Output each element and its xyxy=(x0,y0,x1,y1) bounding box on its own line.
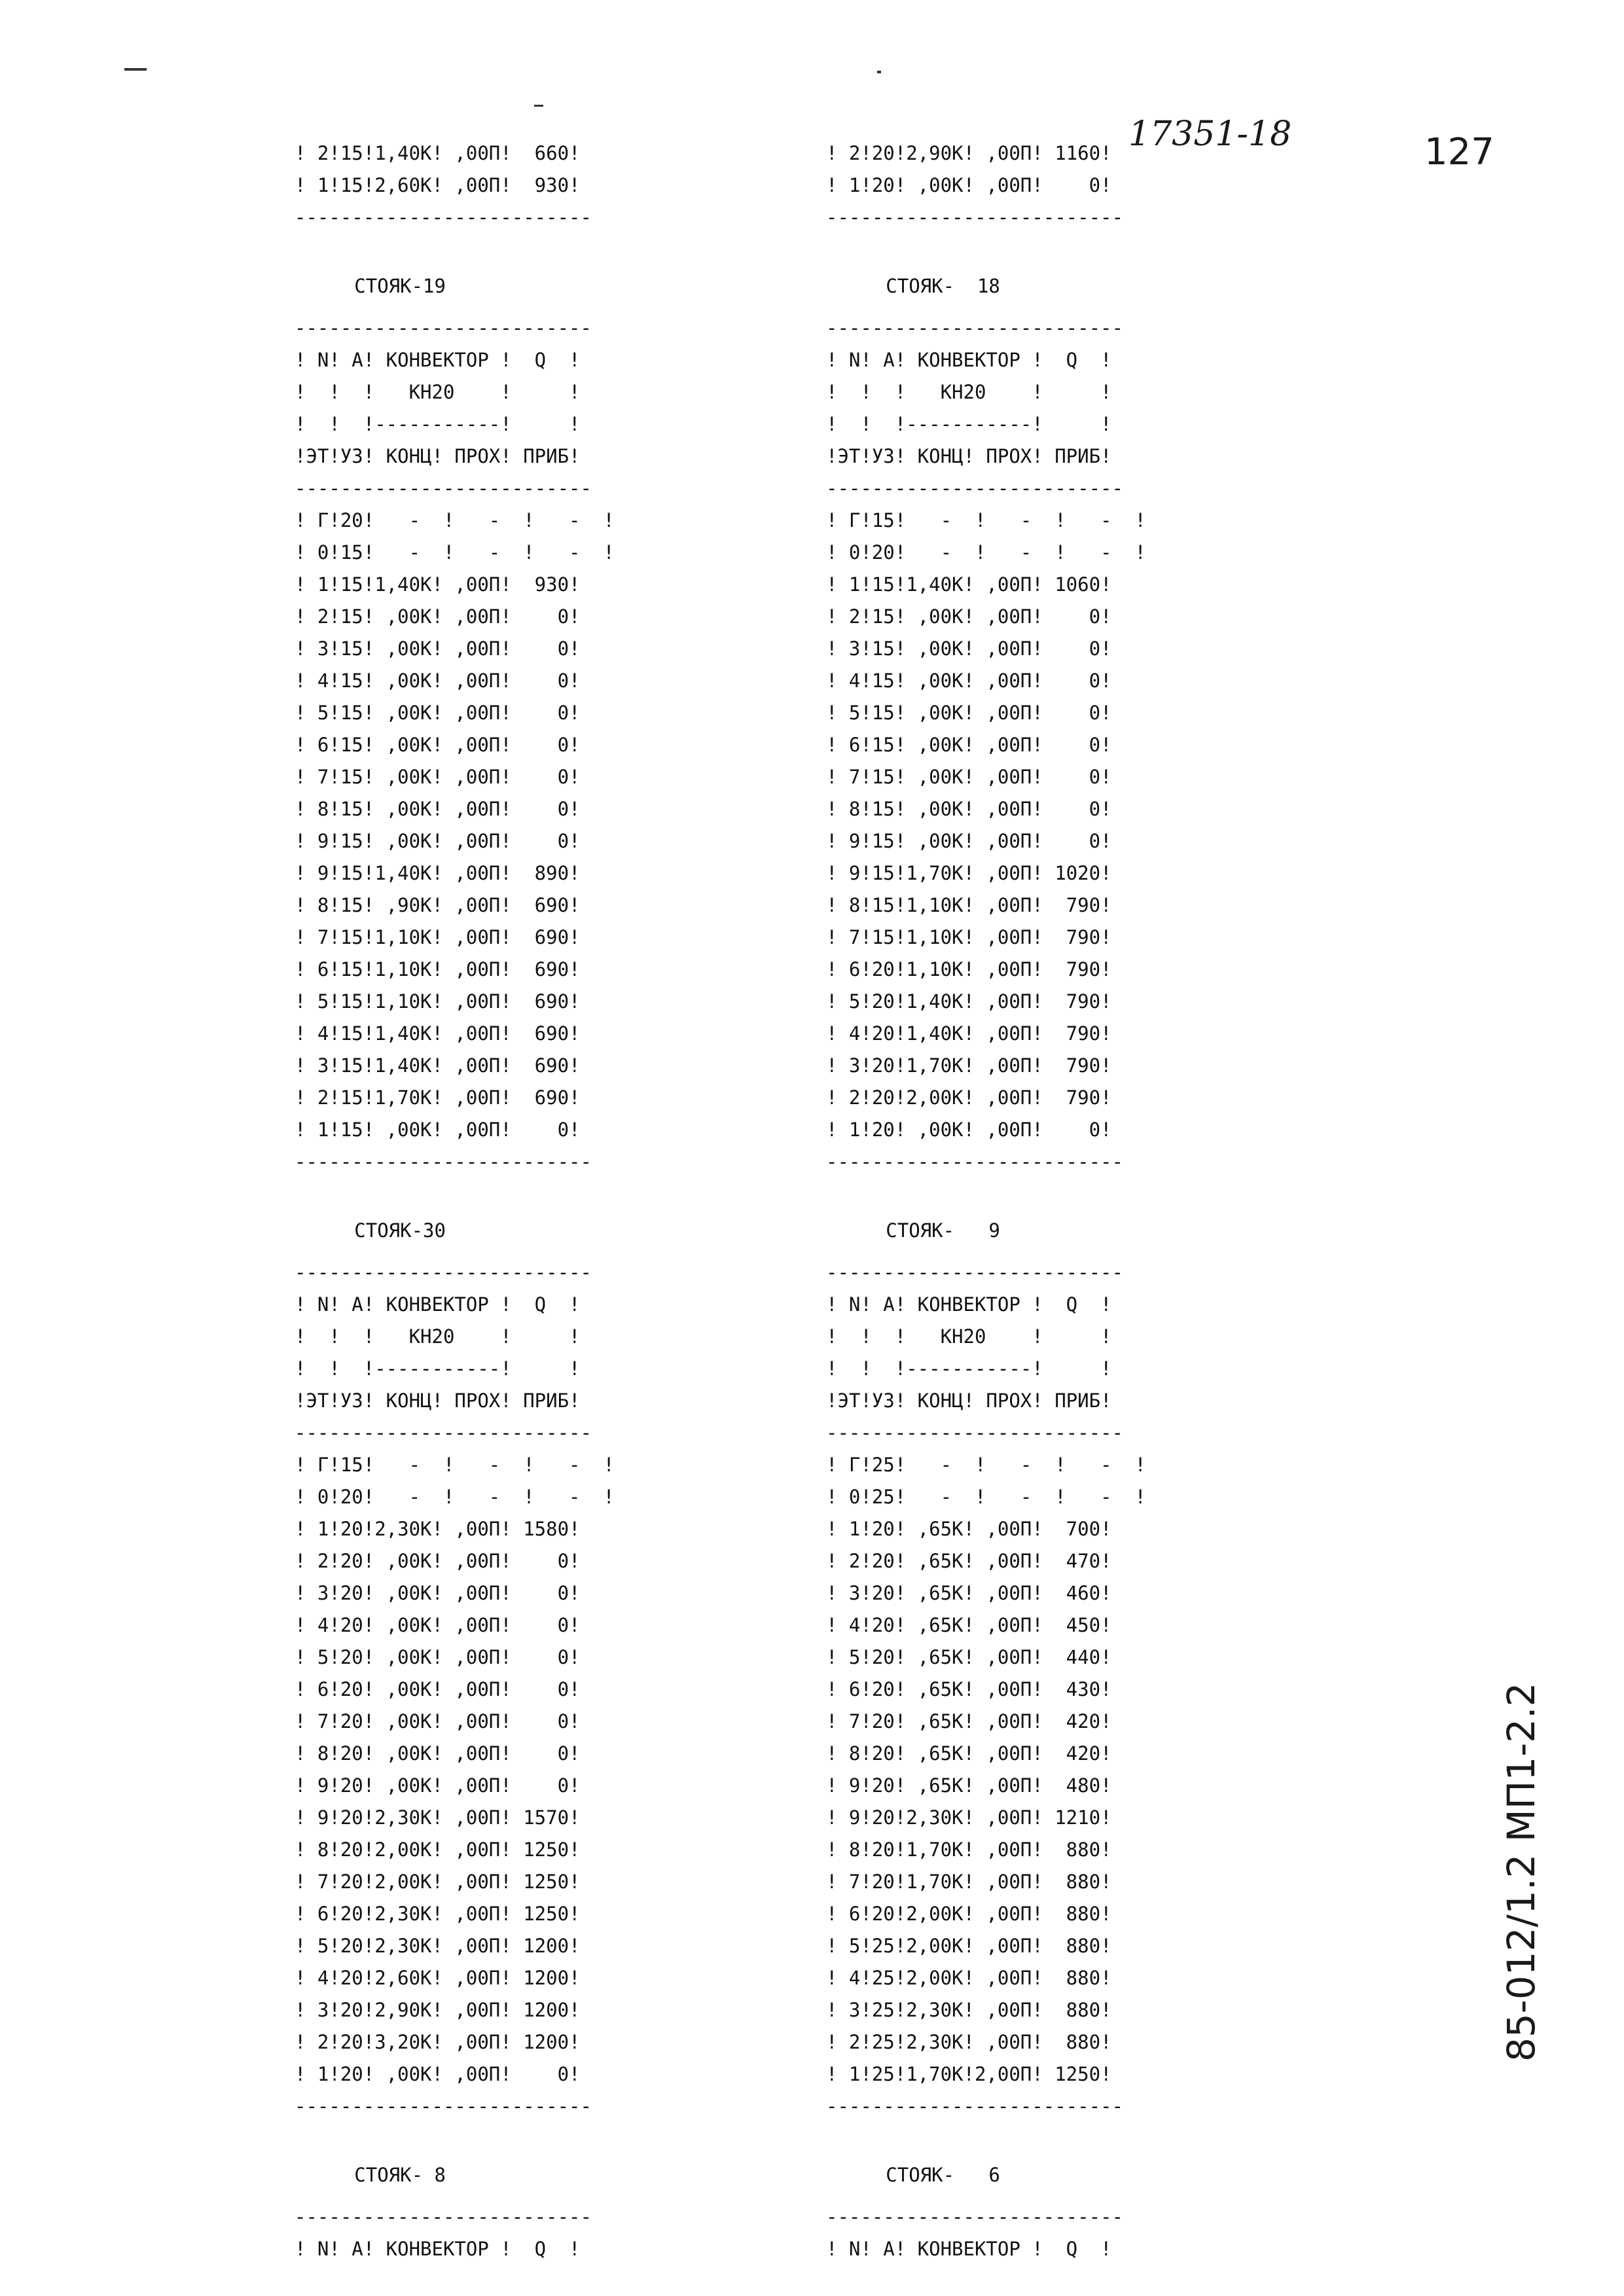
table-row: ! 4!20! ,00К! ,00П! 0! xyxy=(295,1614,581,1636)
table-row: ! 1!15!2,60К! ,00П! 930! xyxy=(295,174,581,196)
page-number: 127 xyxy=(1424,131,1494,173)
riser-table xyxy=(295,2123,615,2265)
left-column xyxy=(295,137,615,2265)
table-row: ! 9!20! ,00К! ,00П! 0! xyxy=(295,1774,581,1797)
table-header-line: ! N! А! КОНВЕКТОР ! Q ! xyxy=(295,2238,581,2260)
table-row: ! 5!15! ,00К! ,00П! 0! xyxy=(295,702,581,724)
block-spacer xyxy=(295,234,615,253)
continuation-block xyxy=(295,137,615,234)
table-row: ! 0!20! - ! - ! - ! xyxy=(295,1486,615,1508)
table-rule: -------------------------- xyxy=(826,2095,1123,2117)
table-row: ! 8!15! ,90К! ,00П! 690! xyxy=(295,894,581,916)
table-row: ! 3!15! ,00К! ,00П! 0! xyxy=(826,637,1112,660)
table-header-line: ! N! А! КОНВЕКТОР ! Q ! xyxy=(826,349,1112,371)
table-rule: -------------------------- xyxy=(295,2206,592,2228)
table-row: ! 8!15! ,00К! ,00П! 0! xyxy=(826,798,1112,820)
table-row: ! 6!20!2,00К! ,00П! 880! xyxy=(826,1903,1112,1925)
table-row: ! 4!15! ,00К! ,00П! 0! xyxy=(295,670,581,692)
table-rule: -------------------------- xyxy=(295,477,592,499)
table-row: ! 5!20! ,00К! ,00П! 0! xyxy=(295,1646,581,1668)
table-row: ! 4!20!1,40К! ,00П! 790! xyxy=(826,1022,1112,1045)
table-row: ! 6!20!1,10К! ,00П! 790! xyxy=(826,958,1112,980)
table-row: ! 3!20!2,90К! ,00П! 1200! xyxy=(295,1999,581,2021)
document-code: 17351-18 xyxy=(1128,115,1292,154)
scan-mark-top-left xyxy=(124,68,147,71)
table-title: СТОЯК-30 xyxy=(297,1219,446,1242)
table-row: ! Г!15! - ! - ! - ! xyxy=(295,1454,615,1476)
table-row: ! 7!20! ,00К! ,00П! 0! xyxy=(295,1710,581,1732)
table-header-line: !ЭТ!УЗ! КОНЦ! ПРОХ! ПРИБ! xyxy=(295,445,581,467)
table-header-line: ! N! А! КОНВЕКТОР ! Q ! xyxy=(295,1293,581,1316)
table-row: ! 3!20! ,65К! ,00П! 460! xyxy=(826,1582,1112,1604)
table-header-line: ! ! !-----------! ! xyxy=(826,1357,1112,1380)
table-row: ! 4!15! ,00К! ,00П! 0! xyxy=(826,670,1112,692)
table-header-line: ! ! !-----------! ! xyxy=(826,413,1112,435)
table-row: ! 3!20! ,00К! ,00П! 0! xyxy=(295,1582,581,1604)
table-row: ! 9!20!2,30К! ,00П! 1570! xyxy=(295,1806,581,1829)
right-column xyxy=(826,137,1146,2265)
table-rule: -------------------------- xyxy=(826,477,1123,499)
block-spacer xyxy=(826,1178,1146,1198)
table-row: ! 3!15! ,00К! ,00П! 0! xyxy=(295,637,581,660)
riser-table xyxy=(826,234,1146,1178)
table-header-line: !ЭТ!УЗ! КОНЦ! ПРОХ! ПРИБ! xyxy=(826,1390,1112,1412)
table-header-line: ! ! !-----------! ! xyxy=(295,413,581,435)
table-row: ! 6!15! ,00К! ,00П! 0! xyxy=(826,734,1112,756)
table-row: ! 4!15!1,40К! ,00П! 690! xyxy=(295,1022,581,1045)
block-spacer xyxy=(826,2123,1146,2142)
table-row: ! 5!15! ,00К! ,00П! 0! xyxy=(826,702,1112,724)
table-row: ! 8!20!1,70К! ,00П! 880! xyxy=(826,1839,1112,1861)
table-row: ! 9!20!2,30К! ,00П! 1210! xyxy=(826,1806,1112,1829)
table-row: ! 4!20! ,65К! ,00П! 450! xyxy=(826,1614,1112,1636)
table-row: ! 1!20! ,00К! ,00П! 0! xyxy=(826,1119,1112,1141)
table-row: ! 2!20!2,90К! ,00П! 1160! xyxy=(826,142,1112,164)
table-rule: -------------------------- xyxy=(295,1261,592,1283)
table-row: ! 3!15!1,40К! ,00П! 690! xyxy=(295,1054,581,1077)
table-header-line: ! ! ! КН20 ! ! xyxy=(295,381,581,403)
riser-table xyxy=(826,1178,1146,2123)
continuation-block xyxy=(826,137,1146,234)
table-row: ! 5!20!1,40К! ,00П! 790! xyxy=(826,990,1112,1013)
table-header-line: !ЭТ!УЗ! КОНЦ! ПРОХ! ПРИБ! xyxy=(826,445,1112,467)
table-header-line: ! ! ! КН20 ! ! xyxy=(826,1325,1112,1348)
riser-table xyxy=(295,1178,615,2123)
table-row: ! 7!15!1,10К! ,00П! 690! xyxy=(295,926,581,948)
table-row: ! 3!25!2,30К! ,00П! 880! xyxy=(826,1999,1112,2021)
table-row: ! 5!15!1,10К! ,00П! 690! xyxy=(295,990,581,1013)
table-row: ! 8!20! ,65К! ,00П! 420! xyxy=(826,1742,1112,1765)
table-row: ! 8!15! ,00К! ,00П! 0! xyxy=(295,798,581,820)
table-row: ! Г!20! - ! - ! - ! xyxy=(295,509,615,531)
table-row: ! 1!15!1,40К! ,00П! 930! xyxy=(295,573,581,596)
table-row: ! 2!15! ,00К! ,00П! 0! xyxy=(826,605,1112,628)
table-row: ! 7!20!2,00К! ,00П! 1250! xyxy=(295,1871,581,1893)
table-row: ! 3!20!1,70К! ,00П! 790! xyxy=(826,1054,1112,1077)
riser-table xyxy=(826,2123,1146,2265)
table-header-line: ! ! !-----------! ! xyxy=(295,1357,581,1380)
table-row: ! 2!25!2,30К! ,00П! 880! xyxy=(826,2031,1112,2053)
table-row: ! Г!15! - ! - ! - ! xyxy=(826,509,1146,531)
table-row: ! 0!15! - ! - ! - ! xyxy=(295,541,615,564)
table-row: ! 1!15!1,40К! ,00П! 1060! xyxy=(826,573,1112,596)
table-row: ! 8!20! ,00К! ,00П! 0! xyxy=(295,1742,581,1765)
table-row: ! 1!20! ,65К! ,00П! 700! xyxy=(826,1518,1112,1540)
table-row: ! 8!20!2,00К! ,00П! 1250! xyxy=(295,1839,581,1861)
table-row: ! 8!15!1,10К! ,00П! 790! xyxy=(826,894,1112,916)
table-row: ! 9!15!1,70К! ,00П! 1020! xyxy=(826,862,1112,884)
table-row: ! 2!20! ,65К! ,00П! 470! xyxy=(826,1550,1112,1572)
block-spacer xyxy=(295,1178,615,1198)
table-row: ! 1!20! ,00К! ,00П! 0! xyxy=(826,174,1112,196)
table-row: ! 7!15! ,00К! ,00П! 0! xyxy=(826,766,1112,788)
table-row: ! 7!15!1,10К! ,00П! 790! xyxy=(826,926,1112,948)
table-row: ! 7!20!1,70К! ,00П! 880! xyxy=(826,1871,1112,1893)
table-row: ! 5!20! ,65К! ,00П! 440! xyxy=(826,1646,1112,1668)
table-rule: -------------------------- xyxy=(295,1151,592,1173)
table-row: ! 5!20!2,30К! ,00П! 1200! xyxy=(295,1935,581,1957)
table-row: ! 4!20!2,60К! ,00П! 1200! xyxy=(295,1967,581,1989)
table-row: ! 1!25!1,70К!2,00П! 1250! xyxy=(826,2063,1112,2085)
table-header-line: ! N! А! КОНВЕКТОР ! Q ! xyxy=(826,2238,1112,2260)
table-rule: -------------------------- xyxy=(826,317,1123,339)
table-row: ! 0!25! - ! - ! - ! xyxy=(826,1486,1146,1508)
table-row: ! 6!15! ,00К! ,00П! 0! xyxy=(295,734,581,756)
table-row: ! 5!25!2,00К! ,00П! 880! xyxy=(826,1935,1112,1957)
table-row: ! 2!15! ,00К! ,00П! 0! xyxy=(295,605,581,628)
table-row: ! Г!25! - ! - ! - ! xyxy=(826,1454,1146,1476)
table-rule: -------------------------- xyxy=(826,1151,1123,1173)
table-title: СТОЯК- 8 xyxy=(297,2164,446,2186)
table-header-line: ! N! А! КОНВЕКТОР ! Q ! xyxy=(826,1293,1112,1316)
table-header-line: ! N! А! КОНВЕКТОР ! Q ! xyxy=(295,349,581,371)
table-title: СТОЯК- 9 xyxy=(829,1219,1000,1242)
table-rule: -------------------------- xyxy=(295,2095,592,2117)
table-row: ! 9!15!1,40К! ,00П! 890! xyxy=(295,862,581,884)
block-spacer xyxy=(826,234,1146,253)
table-row: ! 1!20! ,00К! ,00П! 0! xyxy=(295,2063,581,2085)
table-row: ! 0!20! - ! - ! - ! xyxy=(826,541,1146,564)
table-row: ! 7!20! ,65К! ,00П! 420! xyxy=(826,1710,1112,1732)
table-row: ! 9!20! ,65К! ,00П! 480! xyxy=(826,1774,1112,1797)
table-rule: -------------------------- xyxy=(826,1261,1123,1283)
block-spacer xyxy=(295,2123,615,2142)
table-row: ! 6!15!1,10К! ,00П! 690! xyxy=(295,958,581,980)
table-row: ! 9!15! ,00К! ,00П! 0! xyxy=(826,830,1112,852)
scan-mark-top-tick xyxy=(534,105,543,107)
table-rule: -------------------------- xyxy=(826,2206,1123,2228)
table-row: ! 2!15!1,70К! ,00П! 690! xyxy=(295,1086,581,1109)
table-row: ! 7!15! ,00К! ,00П! 0! xyxy=(295,766,581,788)
table-row: ! 1!15! ,00К! ,00П! 0! xyxy=(295,1119,581,1141)
table-header-line: !ЭТ!УЗ! КОНЦ! ПРОХ! ПРИБ! xyxy=(295,1390,581,1412)
table-title: СТОЯК- 6 xyxy=(829,2164,1000,2186)
table-rule: -------------------------- xyxy=(826,206,1123,228)
table-row: ! 9!15! ,00К! ,00П! 0! xyxy=(295,830,581,852)
table-rule: -------------------------- xyxy=(295,1422,592,1444)
table-rule: -------------------------- xyxy=(295,317,592,339)
table-rule: -------------------------- xyxy=(826,1422,1123,1444)
table-row: ! 1!20!2,30К! ,00П! 1580! xyxy=(295,1518,581,1540)
table-title: СТОЯК- 18 xyxy=(829,275,1000,297)
table-row: ! 6!20! ,00К! ,00П! 0! xyxy=(295,1678,581,1700)
table-row: ! 4!25!2,00К! ,00П! 880! xyxy=(826,1967,1112,1989)
side-document-code: 85-012/1.2 МП1-2.2 xyxy=(1499,1682,1543,2062)
table-row: ! 6!20! ,65К! ,00П! 430! xyxy=(826,1678,1112,1700)
table-row: ! 6!20!2,30К! ,00П! 1250! xyxy=(295,1903,581,1925)
table-row: ! 2!15!1,40К! ,00П! 660! xyxy=(295,142,581,164)
scan-mark-top-center xyxy=(877,71,881,73)
table-header-line: ! ! ! КН20 ! ! xyxy=(295,1325,581,1348)
table-rule: -------------------------- xyxy=(295,206,592,228)
table-title: СТОЯК-19 xyxy=(297,275,446,297)
table-row: ! 2!20! ,00К! ,00П! 0! xyxy=(295,1550,581,1572)
table-row: ! 2!20!2,00К! ,00П! 790! xyxy=(826,1086,1112,1109)
riser-table xyxy=(295,234,615,1178)
table-header-line: ! ! ! КН20 ! ! xyxy=(826,381,1112,403)
table-row: ! 2!20!3,20К! ,00П! 1200! xyxy=(295,2031,581,2053)
